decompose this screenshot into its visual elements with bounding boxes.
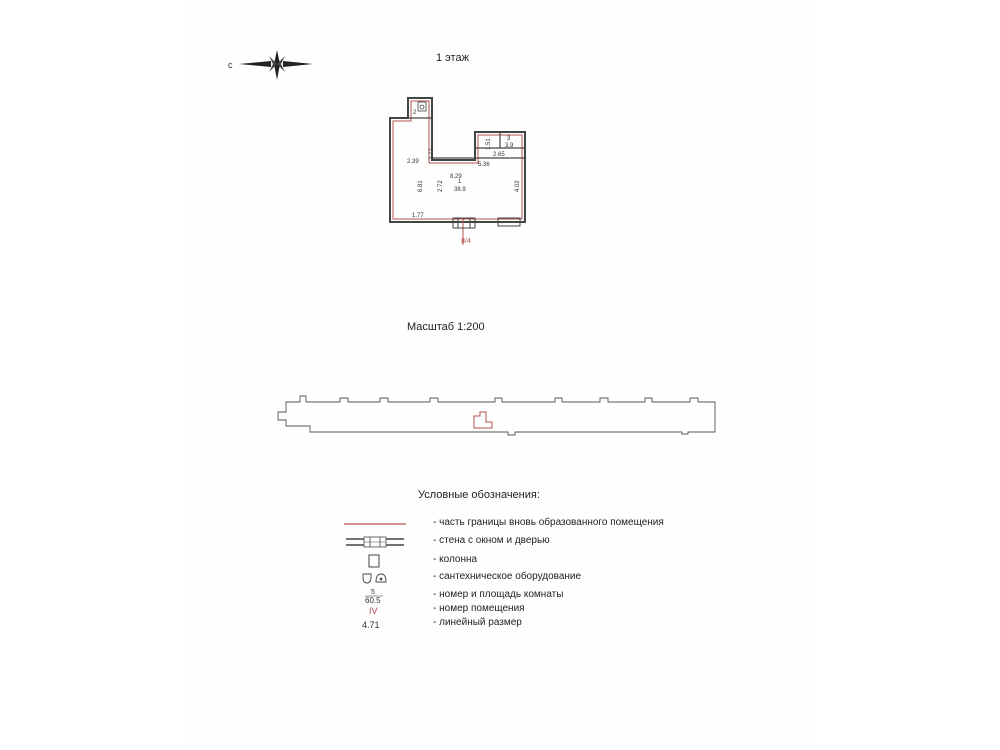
compass-needle-south-icon	[274, 64, 280, 80]
compass-rose	[225, 44, 320, 84]
premise-number-sample	[340, 603, 410, 617]
floor-title: 1 этаж	[436, 52, 469, 64]
room2-number: 2	[413, 110, 417, 116]
legend-row-wall	[340, 535, 740, 549]
legend-title: Условные обозначения:	[418, 489, 540, 501]
boundary-line-symbol	[340, 517, 410, 531]
dim-151: 1.51	[486, 138, 492, 150]
floor-plan	[380, 90, 540, 250]
dim-239: 2.39	[407, 159, 419, 165]
room3-area: 3.9	[505, 143, 514, 149]
legend-desc-boundary: - часть границы вновь образованного помещения	[433, 517, 664, 528]
wall-window-door-icon	[340, 535, 410, 549]
dim-277: 2.77	[429, 148, 435, 160]
linear-dimension-sample	[340, 617, 410, 631]
dim-272: 2.72	[438, 180, 444, 192]
compass-needle-east-icon	[283, 61, 313, 67]
legend-desc-wall: - стена с окном и дверью	[433, 535, 550, 546]
room1-area: 38.9	[454, 187, 466, 193]
dim-177: 1.77	[412, 213, 424, 219]
legend-desc-room-number: - номер и площадь комнаты	[433, 589, 564, 600]
legend-row-boundary	[340, 517, 740, 531]
compass-needle-west-icon	[239, 61, 271, 67]
svg-text:4.71: 4.71	[362, 620, 380, 630]
svg-text:5: 5	[371, 589, 375, 596]
legend-row-linear-dimension	[340, 617, 740, 631]
compass-north-label: с	[228, 60, 233, 70]
dim-536: 5.36	[478, 162, 490, 168]
sanitary-equipment-icon	[340, 571, 410, 585]
room1-number: 1	[458, 179, 462, 185]
dim-839: 8.29	[450, 174, 462, 180]
dim-402: 4.02	[515, 180, 521, 192]
legend-desc-sanitary: - сантехническое оборудование	[433, 571, 582, 582]
legend-desc-column: - колонна	[433, 554, 478, 565]
legend-desc-premise-number: - номер помещения	[433, 603, 525, 614]
premise-location-marker	[474, 412, 492, 428]
dim-265: 2.65	[493, 152, 505, 158]
room3-number: 3	[507, 136, 511, 142]
building-outline	[270, 390, 730, 442]
premise-number: II/4	[461, 238, 471, 245]
svg-text:IV: IV	[369, 606, 378, 616]
legend-row-premise-number	[340, 603, 740, 617]
scale-label: Масштаб 1:200	[407, 321, 485, 333]
svg-text:60.5: 60.5	[365, 596, 381, 605]
legend-row-column	[340, 554, 740, 568]
legend-row-sanitary	[340, 571, 740, 585]
column-icon	[340, 554, 410, 568]
dim-681: 6.81	[418, 180, 424, 192]
toilet-icon	[418, 102, 426, 111]
legend-desc-linear-dimension: - линейный размер	[433, 617, 522, 628]
